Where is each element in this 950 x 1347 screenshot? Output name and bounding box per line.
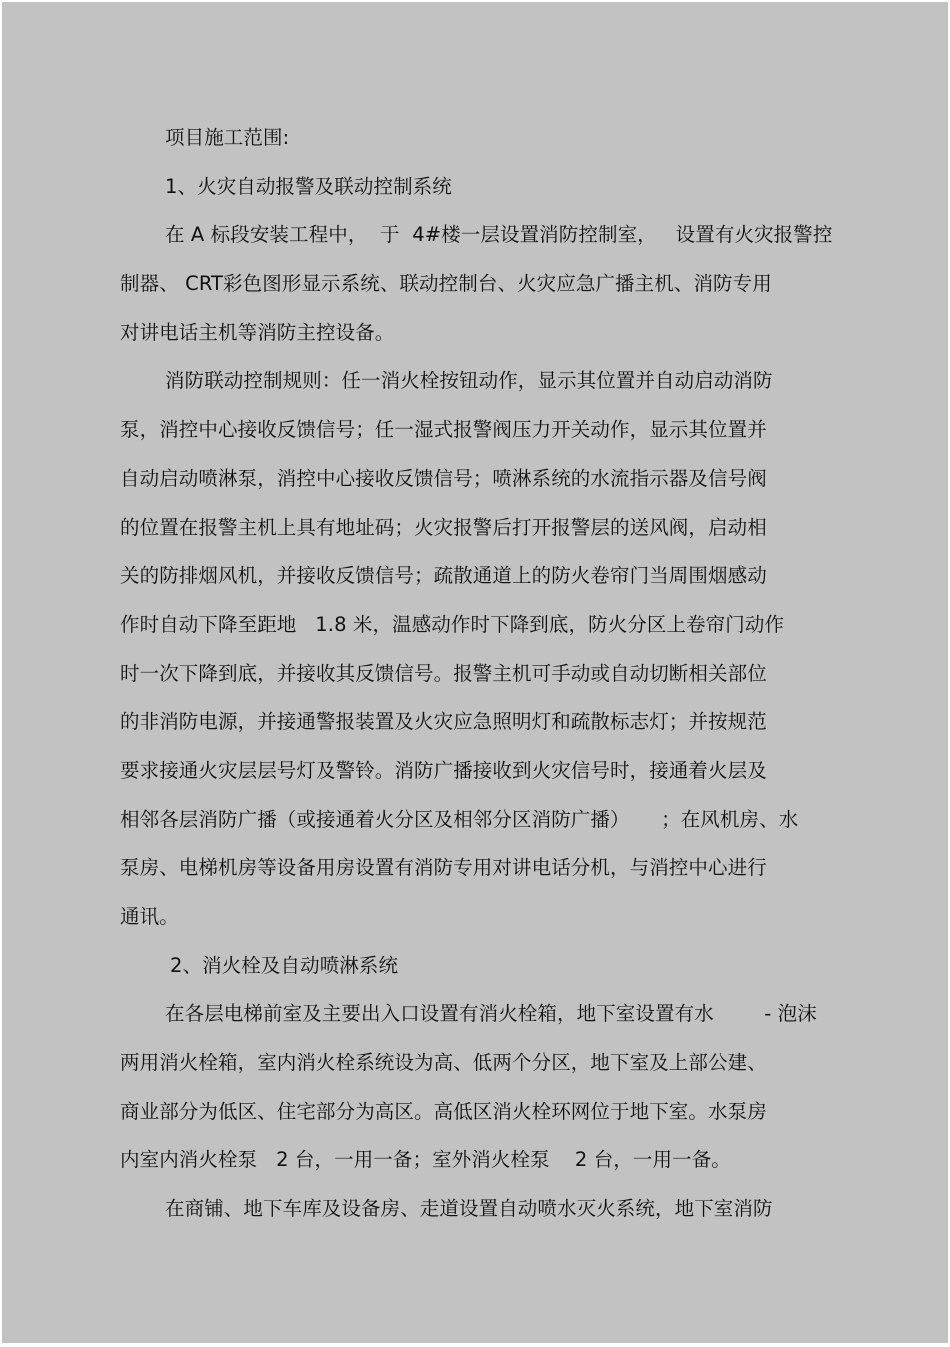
paragraph-line: 泵房、电梯机房等设备用房设置有消防专用对讲电话分机，与消控中心进行 — [120, 856, 767, 880]
section-intro: 项目施工范围: — [165, 126, 290, 149]
paragraph-line: 商业部分为低区、住宅部分为高区。高低区消火栓环网位于地下室。水泵房 — [120, 1099, 767, 1123]
paragraph-line: 时一次下降到底，并接收其反馈信号。报警主机可手动或自动切断相关部位 — [120, 661, 767, 685]
paragraph-line: 两用消火栓箱，室内消火栓系统设为高、低两个分区，地下室及上部公建、 — [120, 1051, 767, 1075]
paragraph-line: 相邻各层消防广播（或接通着火分区及相邻分区消防广播） ；在风机房、水 — [120, 807, 799, 831]
section-heading-2: 2、消火栓及自动喷淋系统 — [170, 953, 399, 977]
paragraph-line: 泵，消控中心接收反馈信号；任一湿式报警阀压力开关动作，显示其位置并 — [120, 418, 767, 442]
paragraph-line: 要求接通火灾层层号灯及警铃。消防广播接收到火灾信号时，接通着火层及 — [120, 758, 767, 782]
paragraph-line: 自动启动喷淋泵，消控中心接收反馈信号；喷淋系统的水流指示器及信号阀 — [120, 466, 767, 490]
paragraph-line: 制器、 CRT彩色图形显示系统、联动控制台、火灾应急广播主机、消防专用 — [120, 272, 772, 296]
paragraph-line: 对讲电话主机等消防主控设备。 — [120, 320, 395, 344]
paragraph-line: 在商铺、地下车库及设备房、走道设置自动喷水灭火系统，地下室消防 — [165, 1197, 773, 1221]
paragraph-line: 作时自动下降至距地 1.8 米，温感动作时下降到底，防火分区上卷帘门动作 — [120, 612, 785, 636]
paragraph-line: 在各层电梯前室及主要出入口设置有消火栓箱，地下室设置有水 - 泡沫 — [165, 1002, 817, 1026]
paragraph-line: 的位置在报警主机上具有地址码；火灾报警后打开报警层的送风阀，启动相 — [120, 515, 767, 539]
paragraph-line: 关的防排烟风机，并接收反馈信号；疏散通道上的防火卷帘门当周围烟感动 — [120, 564, 767, 588]
document-page — [2, 2, 948, 1343]
paragraph-line: 内室内消火栓泵 2 台，一用一备；室外消火栓泵 2 台，一用一备。 — [120, 1148, 731, 1172]
paragraph-line: 通讯。 — [120, 905, 179, 928]
section-heading-1: 1、火灾自动报警及联动控制系统 — [165, 174, 452, 198]
paragraph-line: 消防联动控制规则：任一消火栓按钮动作，显示其位置并自动启动消防 — [165, 369, 773, 393]
paragraph-line: 的非消防电源，并接通警报装置及火灾应急照明灯和疏散标志灯；并按规范 — [120, 710, 767, 734]
document-body — [120, 114, 860, 1234]
paragraph-line: 在 A 标段安装工程中， 于 4#楼一层设置消防控制室， 设置有火灾报警控 — [165, 223, 833, 247]
